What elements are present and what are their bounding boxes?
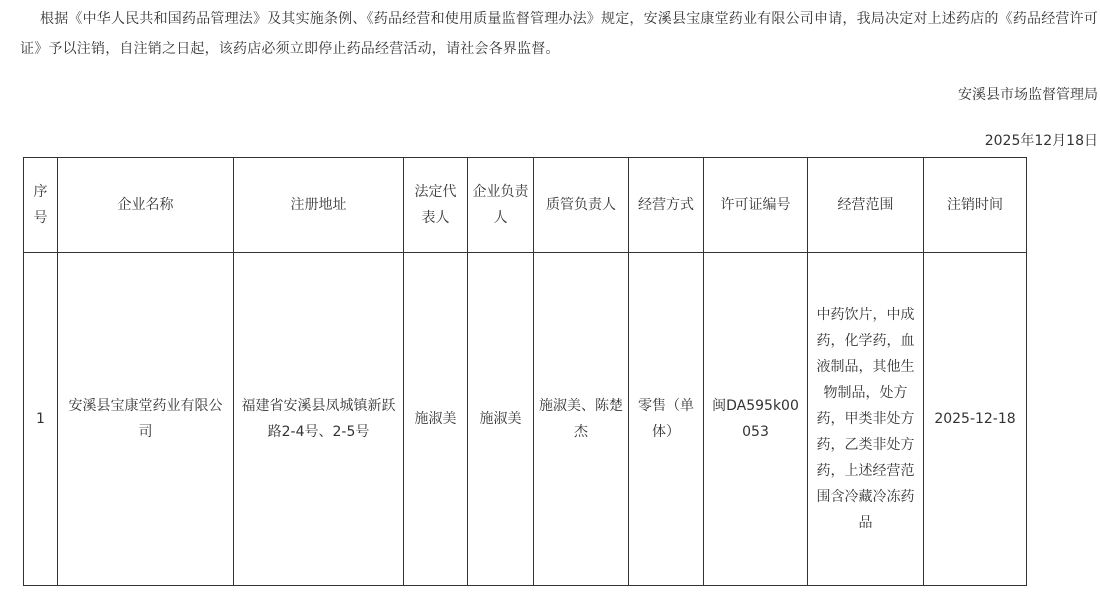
cell-quality: 施淑美、陈楚杰: [534, 253, 629, 586]
cell-cancel-time: 2025-12-18: [924, 253, 1027, 586]
header-company: 企业名称: [58, 158, 234, 253]
notice-date: 2025年12月18日: [984, 133, 1098, 149]
header-principal: 企业负责人: [468, 158, 534, 253]
cell-mode: 零售（单体）: [629, 253, 704, 586]
header-seq: 序号: [24, 158, 58, 253]
license-cancellation-table: [23, 157, 1027, 586]
cell-license: 闽DA595k00053: [704, 253, 808, 586]
cell-scope: 中药饮片，中成药，化学药，血液制品，其他生物制品，处方药，甲类非处方药，乙类非处方药，上述经营范围含冷藏冷冻药品: [808, 253, 924, 586]
notice-paragraph: 根据《中华人民共和国药品管理法》及其实施条例、《药品经营和使用质量监督管理办法》规定，安溪县宝康堂药业有限公司申请，我局决定对上述药店的《药品经营许可证》予以注销，自注销之日起，该药店必须立即停止药品经营活动，请社会各界监督。: [20, 11, 1098, 57]
header-legal-rep: 法定代表人: [404, 158, 468, 253]
header-license: 许可证编号: [704, 158, 808, 253]
cell-address: 福建省安溪县凤城镇新跃路2-4号、2-5号: [234, 253, 404, 586]
issuing-authority: 安溪县市场监督管理局: [958, 87, 1098, 103]
header-quality: 质管负责人: [534, 158, 629, 253]
table-header-row: [24, 158, 1027, 253]
cell-seq: 1: [24, 253, 58, 586]
header-scope: 经营范围: [808, 158, 924, 253]
header-mode: 经营方式: [629, 158, 704, 253]
cell-company: 安溪县宝康堂药业有限公司: [58, 253, 234, 586]
header-cancel-time: 注销时间: [924, 158, 1027, 253]
cell-legal-rep: 施淑美: [404, 253, 468, 586]
header-address: 注册地址: [234, 158, 404, 253]
cell-principal: 施淑美: [468, 253, 534, 586]
table-row: [24, 253, 1027, 586]
